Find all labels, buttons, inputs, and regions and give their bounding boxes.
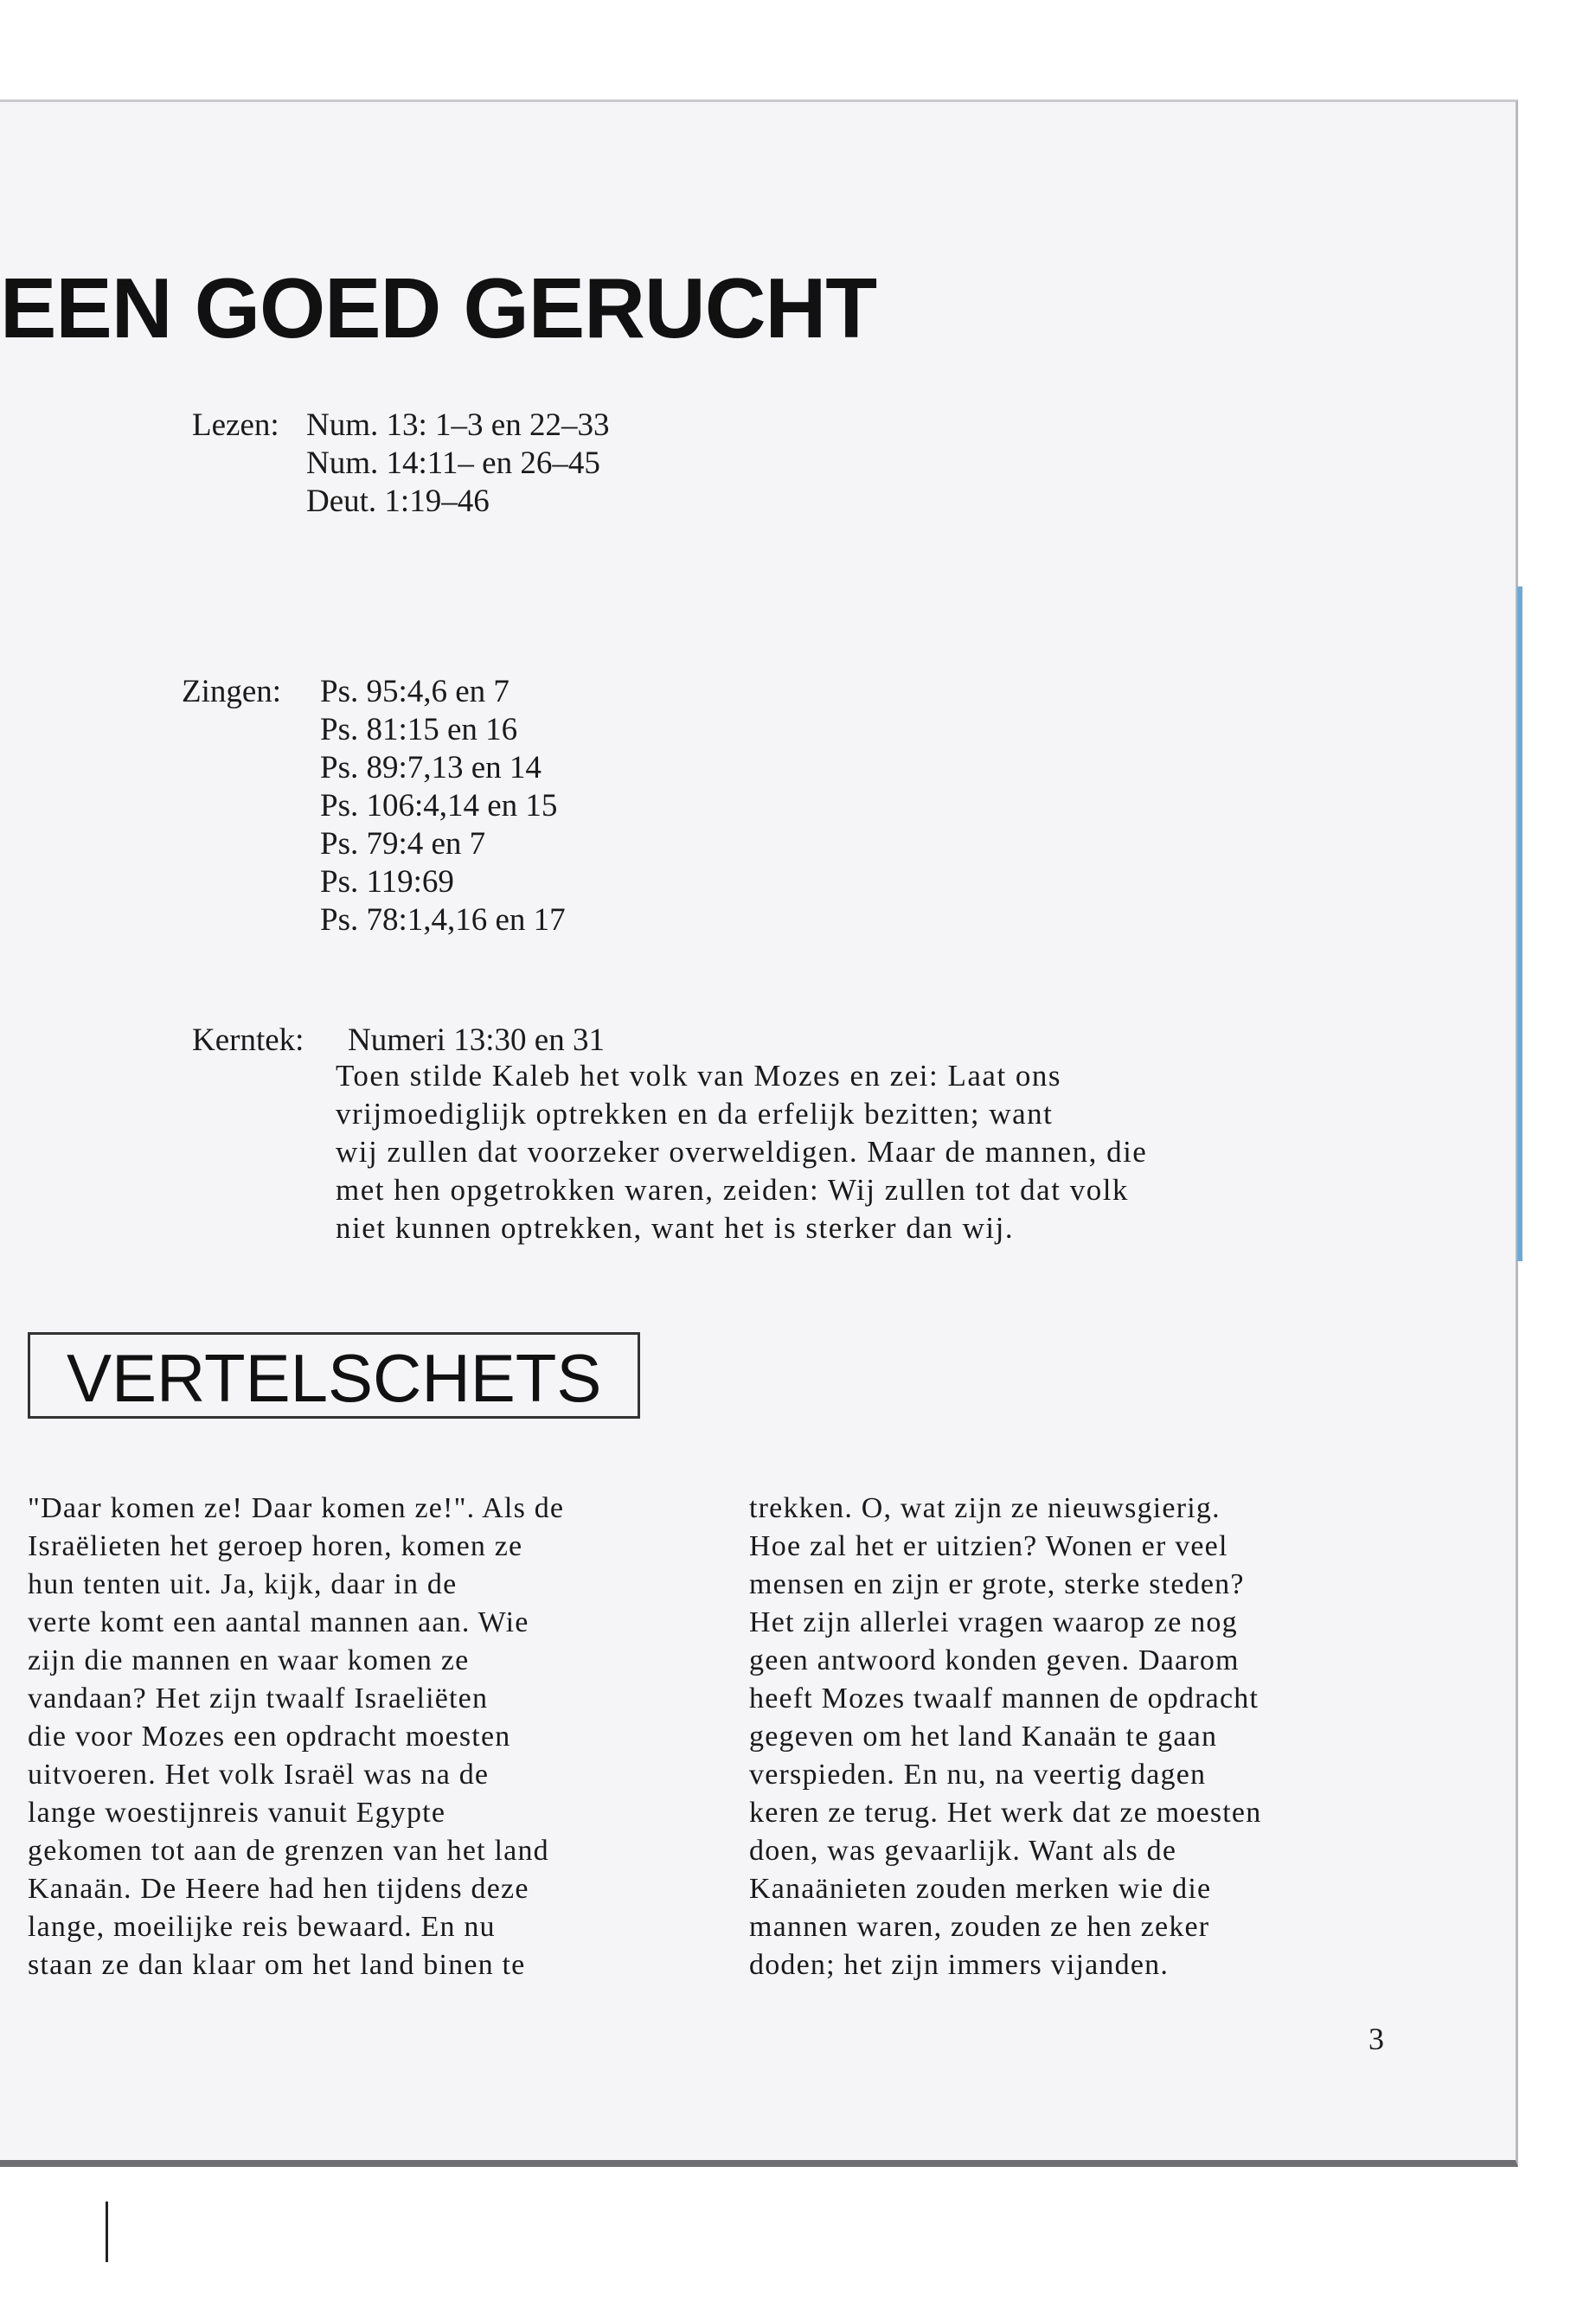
story-line: keren ze terug. Het werk dat ze moesten — [749, 1797, 1262, 1829]
story-line: verte komt een aantal mannen aan. Wie — [28, 1606, 529, 1638]
section-heading: VERTELSCHETS — [67, 1340, 602, 1416]
story-line: Hoe zal het er uitzien? Wonen er veel — [749, 1530, 1228, 1562]
reading-ref: Deut. 1:19–46 — [306, 484, 490, 519]
scan-edge-mark — [106, 2202, 108, 2262]
binding-spine — [1517, 586, 1522, 1261]
reading-refs — [306, 407, 609, 521]
story-line: Kanaän. De Heere had hen tijdens deze — [28, 1873, 529, 1905]
story-column-right — [749, 1490, 1441, 1984]
story-line: gekomen tot aan de grenzen van het land — [28, 1835, 549, 1867]
story-line: Het zijn allerlei vragen waarop ze nog — [749, 1606, 1238, 1638]
story-line: Kanaänieten zouden merken wie die — [749, 1873, 1212, 1905]
psalm-ref: Ps. 89:7,13 en 14 — [320, 750, 542, 785]
psalm-ref: Ps. 119:69 — [320, 864, 454, 900]
story-line: gegeven om het land Kanaän te gaan — [749, 1721, 1218, 1753]
psalm-ref: Ps. 95:4,6 en 7 — [320, 674, 510, 709]
psalm-ref: Ps. 81:15 en 16 — [320, 712, 518, 747]
singing-label: Zingen: — [182, 674, 282, 709]
verse-line: Toen stilde Kaleb het volk van Mozes en zei: Laat ons — [336, 1059, 1062, 1093]
story-line: mannen waren, zouden ze hen zeker — [749, 1911, 1210, 1943]
story-line: doen, was gevaarlijk. Want als de — [749, 1835, 1177, 1867]
story-line: trekken. O, wat zijn ze nieuwsgierig. — [749, 1492, 1221, 1524]
story-line: verspieden. En nu, na veertig dagen — [749, 1759, 1207, 1791]
reading-ref: Num. 14:11– en 26–45 — [306, 445, 600, 481]
key-text-ref: Numeri 13:30 en 31 — [348, 1022, 605, 1058]
verse-line: niet kunnen optrekken, want het is sterker dan wij. — [336, 1211, 1015, 1245]
story-line: lange, moeilijke reis bewaard. En nu — [28, 1911, 496, 1943]
story-line: lange woestijnreis vanuit Egypte — [28, 1797, 446, 1829]
verse-line: wij zullen dat voorzeker overweldigen. Maar de mannen, die — [336, 1135, 1148, 1169]
story-line: vandaan? Het zijn twaalf Israeliëten — [28, 1682, 489, 1715]
story-column-left — [28, 1490, 720, 1984]
verse-line: vrijmoediglijk optrekken en da erfelijk bezitten; want — [336, 1097, 1054, 1131]
reading-label: Lezen: — [192, 407, 279, 443]
story-line: uitvoeren. Het volk Israël was na de — [28, 1759, 490, 1791]
page-title: EEN GOED GERUCHT — [0, 260, 877, 356]
story-line: die voor Mozes een opdracht moesten — [28, 1721, 511, 1753]
story-line: zijn die mannen en waar komen ze — [28, 1644, 470, 1676]
story-line: mensen en zijn er grote, sterke steden? — [749, 1568, 1245, 1600]
reading-ref: Num. 13: 1–3 en 22–33 — [306, 407, 610, 443]
story-line: "Daar komen ze! Daar komen ze!". Als de — [28, 1492, 565, 1524]
story-line: Israëlieten het geroep horen, komen ze — [28, 1530, 523, 1562]
page-number: 3 — [1368, 2022, 1384, 2056]
story-line: staan ze dan klaar om het land binen te — [28, 1949, 526, 1981]
singing-refs — [320, 673, 566, 939]
story-line: heeft Mozes twaalf mannen de opdracht — [749, 1682, 1259, 1715]
psalm-ref: Ps. 78:1,4,16 en 17 — [320, 902, 566, 938]
verse-line: met hen opgetrokken waren, zeiden: Wij zullen tot dat volk — [336, 1173, 1129, 1207]
story-line: geen antwoord konden geven. Daarom — [749, 1644, 1240, 1676]
section-heading-box — [28, 1332, 640, 1419]
psalm-ref: Ps. 79:4 en 7 — [320, 826, 486, 862]
psalm-ref: Ps. 106:4,14 en 15 — [320, 788, 558, 824]
story-line: doden; het zijn immers vijanden. — [749, 1949, 1170, 1981]
story-line: hun tenten uit. Ja, kijk, daar in de — [28, 1568, 458, 1600]
key-text-verse — [336, 1057, 1287, 1247]
key-text-label: Kerntek: — [192, 1022, 304, 1058]
